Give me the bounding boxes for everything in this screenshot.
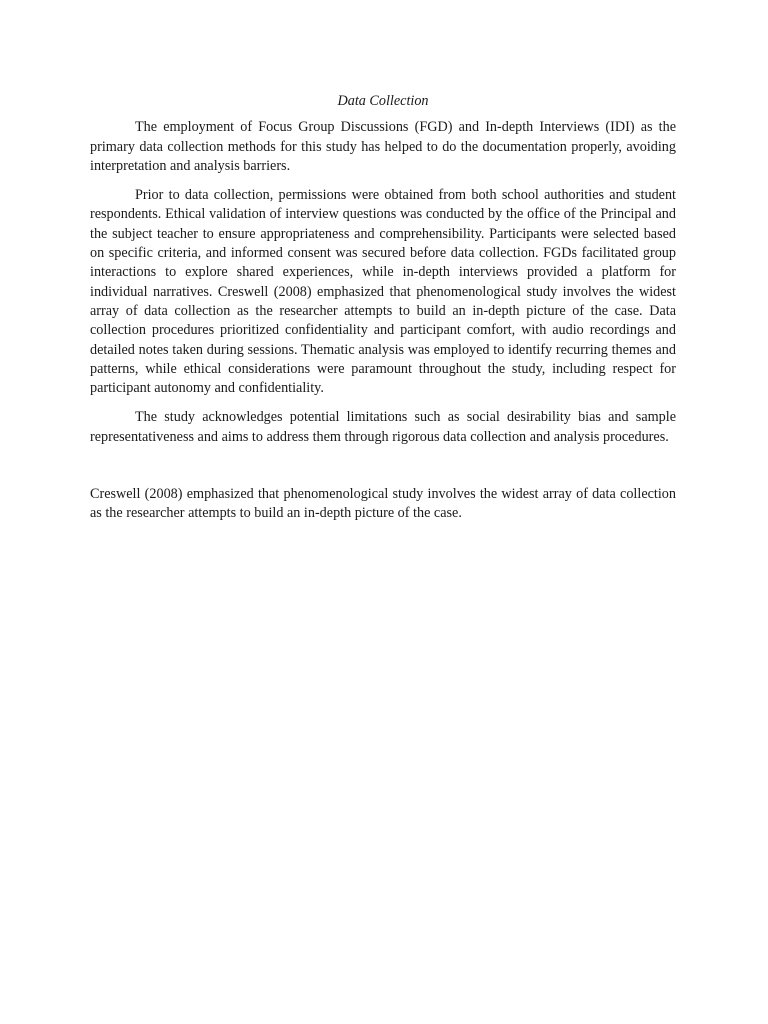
paragraph-procedure: Prior to data collection, permissions were obtained from both school authorities and student respondents. Ethical validation of interview questions was conducted by the office of the Principal and the subject teacher to ensure appropriateness and comprehensibility. Participants were selected based on specific criteria, and informed consent was secured before data collection. FGDs facilitated group interactions to explore shared experiences, while in-depth interviews provided a platform for individual narratives. Creswell (2008) emphasized that phenomenological study involves the widest array of data collection as the researcher attempts to build an in-depth picture of the case. Data collection procedures prioritized confidentiality and participant comfort, with audio recordings and detailed notes taken during sessions. Thematic analysis was employed to identify recurring themes and patterns, while ethical considerations were paramount throughout the study, including respect for participant autonomy and confidentiality. [90,187,676,397]
paragraph-limitations: The study acknowledges potential limitations such as social desirability bias and sample representativeness and aims to address them through rigorous data collection and analysis procedures. [90,409,676,445]
document-page [90,0,676,534]
section-heading: Data Collection [337,93,429,109]
paragraph-methods: The employment of Focus Group Discussions (FGD) and In-depth Interviews (IDI) as the primary data collection methods for this study has helped to do the documentation properly, avoiding interpretation and analysis barriers. [90,119,676,174]
paragraph-creswell-quote: Creswell (2008) emphasized that phenomenological study involves the widest array of data collection as the researcher attempts to build an in-depth picture of the case. [90,486,676,522]
